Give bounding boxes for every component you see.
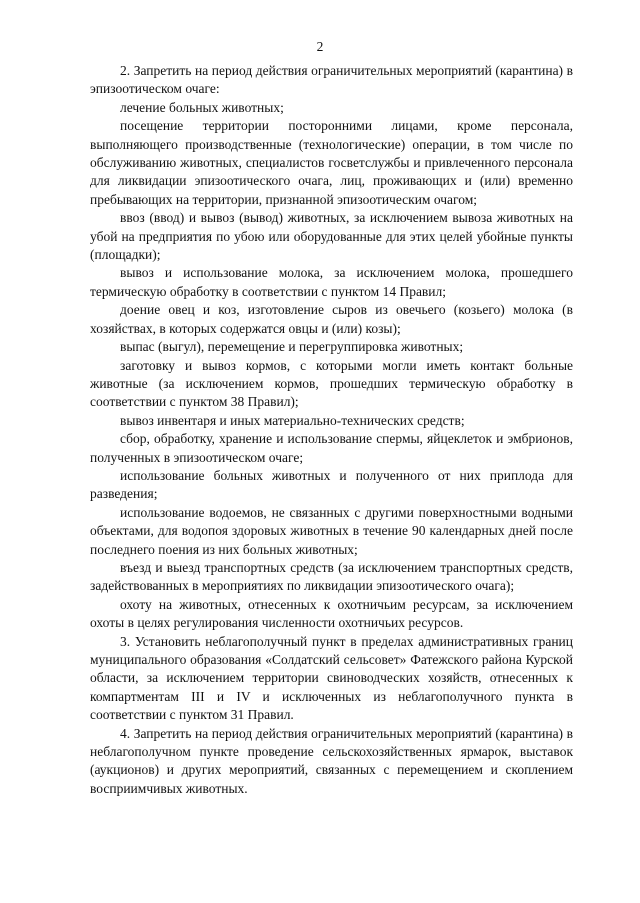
paragraph-feed: заготовку и вывоз кормов, с которыми могли иметь контакт больные животные (за исключением кормов, прошедших термическую обработку в соответствии с пунктом 38 Правил); [90, 357, 573, 410]
document-body [90, 62, 573, 798]
paragraph-sperm: сбор, обработку, хранение и использование спермы, яйцеклеток и эмбрионов, полученных в эпизоотическом очаге; [90, 431, 573, 465]
paragraph-grazing: выпас (выгул), перемещение и перегруппировка животных; [120, 339, 464, 355]
paragraph-hunting: охоту на животных, отнесенных к охотничьим ресурсам, за исключением охоты в целях регулирования численности охотничьих ресурсов. [90, 596, 573, 631]
paragraph-vehicles: въезд и выезд транспортных средств (за исключением транспортных средств, задействованных в мероприятиях по ликвидации эпизоотического очага); [90, 559, 573, 594]
paragraph-clause-3: 3. Установить неблагополучный пункт в пределах административных границ муниципального образования «Солдатский сельсовет» Фатежского района Курской области, за исключением территории свиноводческих хозяйств, отнесенных к компартментам III и IV и исключенных из неблагополучного пункта в соответствии с пунктом 31 Правил. [90, 633, 573, 723]
paragraph-breeding: использование больных животных и полученного от них приплода для разведения; [90, 467, 573, 502]
paragraph-clause-2: 2. Запретить на период действия ограничительных мероприятий (карантина) в эпизоотическом очаге: [90, 63, 573, 97]
paragraph-clause-4: 4. Запретить на период действия ограничительных мероприятий (карантина) в неблагополучном пункте проведение сельскохозяйственных ярмарок, выставок (аукционов) и других мероприятий, связанных с перемещением и скоплением восприимчивых животных. [90, 725, 573, 796]
paragraph-milking: доение овец и коз, изготовление сыров из овечьего (козьего) молока (в хозяйствах, в которых содержатся овцы и (или) козы); [90, 302, 573, 336]
paragraph-water: использование водоемов, не связанных с другими поверхностными водными объектами, для водопоя здоровых животных в течение 90 календарных дней после последнего поения из них больных животных; [90, 504, 573, 557]
paragraph-animal-transport: ввоз (ввод) и вывоз (вывод) животных, за исключением вывоза животных на убой на предприятия по убою или оборудованные для этих целей убойные пункты (площадки); [90, 210, 573, 263]
paragraph-treatment: лечение больных животных; [120, 99, 284, 115]
paragraph-visits: посещение территории посторонними лицами, кроме персонала, выполняющего производственные (технологические) операции, в том числе по обслуживанию животных, специалистов госветслужбы и привлеченного персонала для ликвидации эпизоотического очага, лиц, проживающих и (или) временно пребывающих на территории, признанной эпизоотическим очагом; [90, 118, 573, 207]
paragraph-inventory: вывоз инвентаря и иных материально-технических средств; [120, 412, 465, 428]
paragraph-milk: вывоз и использование молока, за исключением молока, прошедшего термическую обработку в соответствии с пунктом 14 Правил; [90, 265, 573, 299]
page-number: 2 [316, 39, 324, 54]
